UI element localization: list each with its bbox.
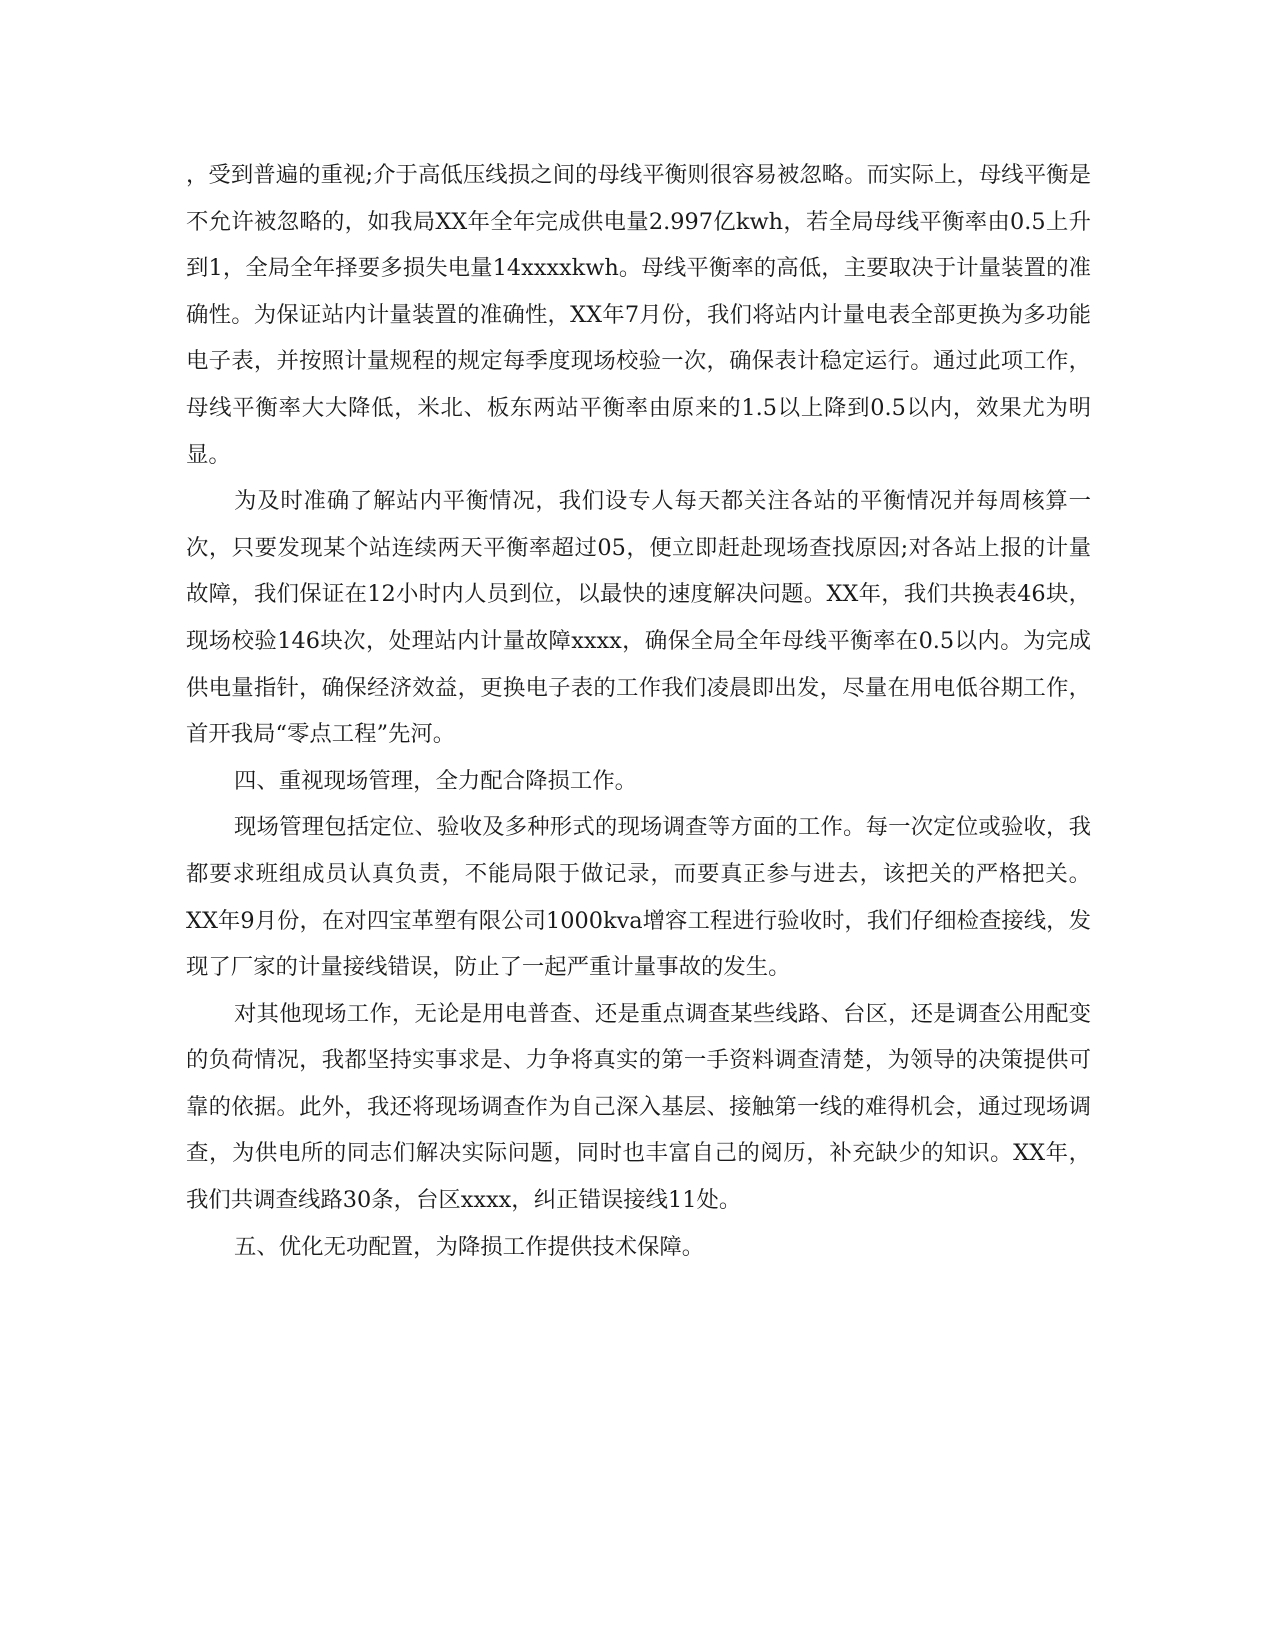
section-heading-reactive-power: 五、优化无功配置，为降损工作提供技术保障。	[234, 1233, 705, 1260]
section-heading-field-management: 四、重视现场管理，全力配合降损工作。	[234, 767, 638, 794]
paragraph-bus-balance: ，受到普遍的重视;介于高低压线损之间的母线平衡则很容易被忽略。而实际上，母线平衡是不允许被忽略的，如我局XX年全年完成供电量2.997亿kwh，若全局母线平衡率由0.5上升到1，全局全年择要多损失电量14xxxxkwh。母线平衡率的高低，主要取决于计量装置的准确性。为保证站内计量装置的准确性，XX年7月份，我们将站内计量电表全部更换为多功能电子表，并按照计量规程的规定每季度现场校验一次，确保表计稳定运行。通过此项工作，母线平衡率大大降低，米北、板东两站平衡率由原来的1.5以上降到0.5以内，效果尤为明显。	[186, 162, 1091, 468]
paragraph-field-management: 现场管理包括定位、验收及多种形式的现场调查等方面的工作。每一次定位或验收，我都要求班组成员认真负责，不能局限于做记录，而要真正参与进去，该把关的严格把关。XX年9月份，在对四宝革塑有限公司1000kva增容工程进行验收时，我们仔细检查接线，发现了厂家的计量接线错误，防止了一起严重计量事故的发生。	[186, 814, 1091, 981]
document-body	[186, 152, 1091, 1270]
paragraph-field-survey: 对其他现场工作，无论是用电普查、还是重点调查某些线路、台区，还是调查公用配变的负荷情况，我都坚持实事求是、力争将真实的第一手资料调查清楚，为领导的决策提供可靠的依据。此外，我还将现场调查作为自己深入基层、接触第一线的难得机会，通过现场调查，为供电所的同志们解决实际问题，同时也丰富自己的阅历，补充缺少的知识。XX年，我们共调查线路30条，台区xxxx，纠正错误接线11处。	[186, 1000, 1091, 1214]
paragraph-balance-monitoring: 为及时准确了解站内平衡情况，我们设专人每天都关注各站的平衡情况并每周核算一次，只要发现某个站连续两天平衡率超过05，便立即赶赴现场查找原因;对各站上报的计量故障，我们保证在12小时内人员到位，以最快的速度解决问题。XX年，我们共换表46块，现场校验146块次，处理站内计量故障xxxx，确保全局全年母线平衡率在0.5以内。为完成供电量指针，确保经济效益，更换电子表的工作我们凌晨即出发，尽量在用电低谷期工作，首开我局“零点工程”先河。	[186, 488, 1091, 748]
